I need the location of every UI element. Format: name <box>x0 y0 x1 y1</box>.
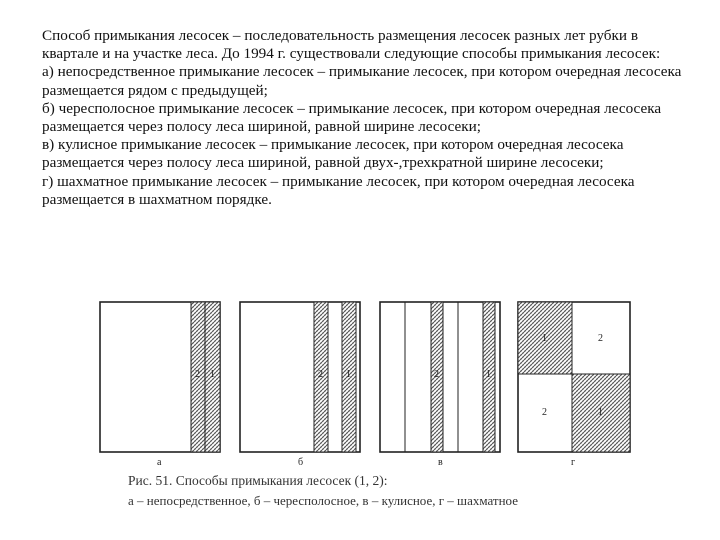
text-content <box>42 27 692 209</box>
cell-number: 1 <box>346 369 351 380</box>
cell-number: 2 <box>598 333 603 344</box>
diagram-a <box>100 302 220 452</box>
diagram-label-v: в <box>438 457 443 468</box>
diagram-b <box>240 302 360 452</box>
diagram-label-g: г <box>571 457 576 468</box>
diagram-label-a: а <box>157 457 162 468</box>
cell-number: 2 <box>434 369 439 380</box>
cell-number: 1 <box>486 369 491 380</box>
figure-caption-title: Рис. 51. Способы примыкания лесосек (1, 2): <box>128 473 388 488</box>
paragraph-b: б) чересполосное примыкание лесосек – примыкание лесосек, при котором очередная лесосека размещается через полосу леса шириной, равной ширине лесосеки; <box>42 99 662 136</box>
paragraph-g: г) шахматное примыкание лесосек – примыкание лесосек, при котором очередная лесосека размещается в шахматном порядке. <box>42 172 635 208</box>
cell-number: 2 <box>318 369 323 380</box>
diagram-g <box>518 302 630 452</box>
paragraph-v: в) кулисное примыкание лесосек – примыкание лесосек, при котором очередная лесосека размещается через полосу леса шириной, равной двух-,трехкратной ширине лесосеки; <box>42 136 624 172</box>
cell-number: 1 <box>598 407 603 418</box>
paragraph-a: а) непосредственное примыкание лесосек – примыкание лесосек, при котором очередная лесосека размещается рядом с предыдущей; <box>42 63 682 99</box>
paragraph-intro: Способ примыкания лесосек – последовательность размещения лесосек разных лет рубки в квартале и на участке леса. До 1994 г. существовали следующие способы примыкания лесосек: <box>42 27 661 63</box>
cell-number: 1 <box>542 333 547 344</box>
diagram-v <box>380 302 500 452</box>
figure-caption-legend: а – непосредственное, б – чересполосное, в – кулисное, г – шахматное <box>128 493 518 508</box>
diagram-label-b: б <box>298 457 304 468</box>
cell-number: 2 <box>542 407 547 418</box>
cell-number: 2 <box>195 369 200 380</box>
cell-number: 1 <box>210 369 215 380</box>
